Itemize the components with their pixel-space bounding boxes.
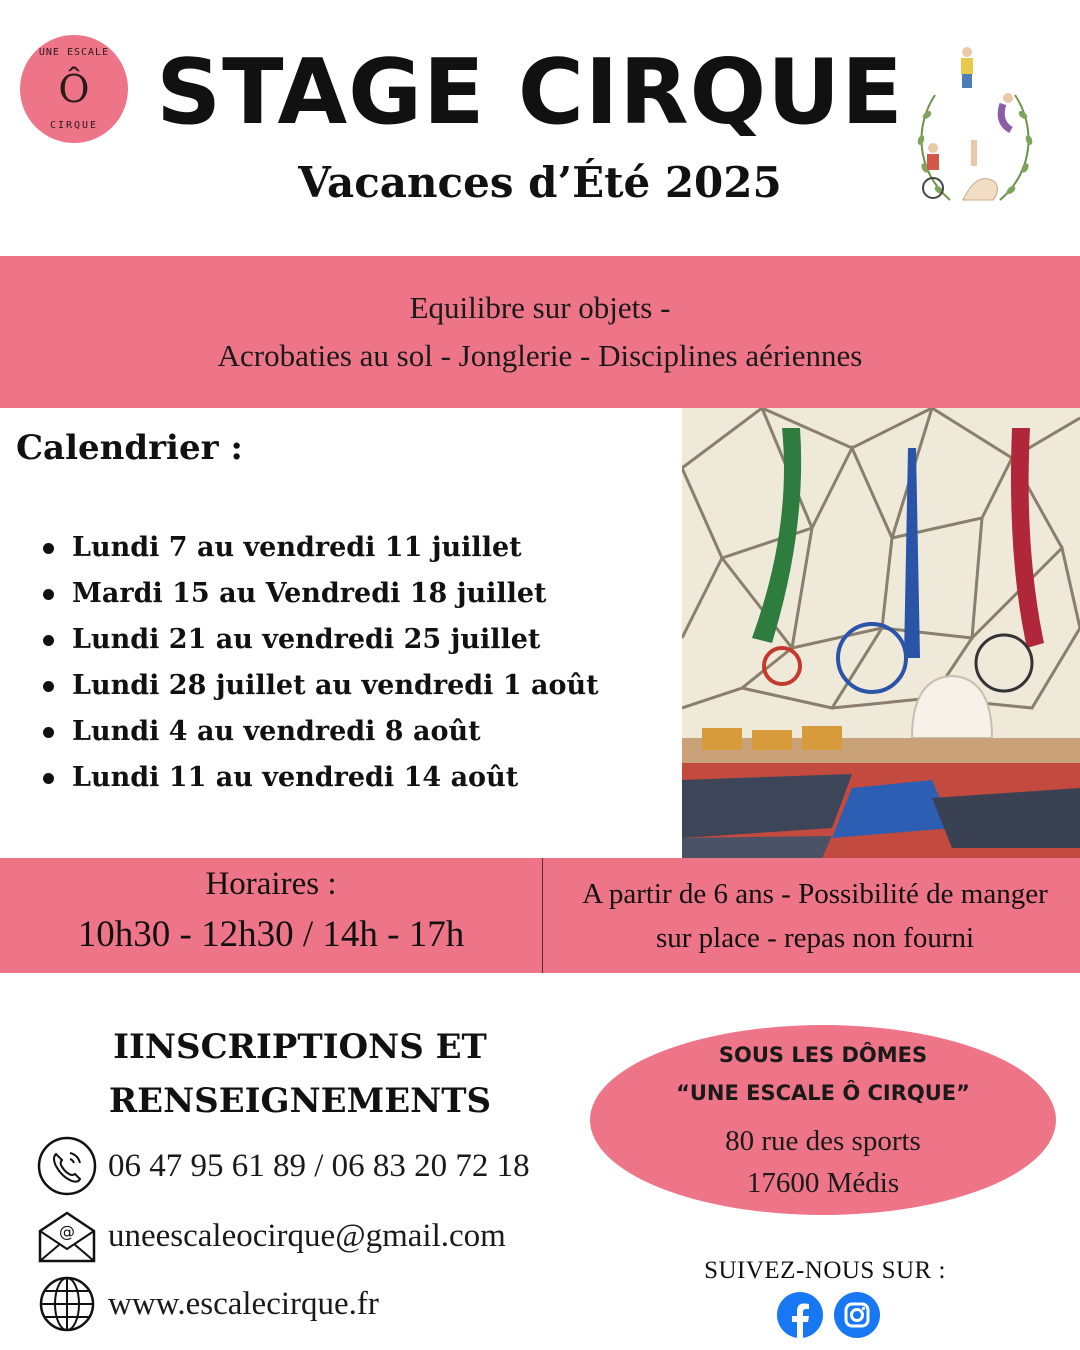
facebook-icon[interactable] xyxy=(777,1292,823,1338)
activities-band xyxy=(0,256,1080,408)
website-url[interactable]: www.escalecirque.fr xyxy=(108,1285,379,1322)
info-note-line-1: A partir de 6 ans - Possibilité de manger xyxy=(582,878,1048,910)
phone-numbers[interactable]: 06 47 95 61 89 / 06 83 20 72 18 xyxy=(108,1147,530,1184)
globe-icon xyxy=(36,1273,98,1335)
email-address[interactable]: uneescaleocirque@gmail.com xyxy=(108,1217,506,1254)
logo xyxy=(20,35,128,143)
hours-value: 10h30 - 12h30 / 14h - 17h xyxy=(77,914,465,955)
circus-dome-photo xyxy=(682,408,1080,858)
page-title: STAGE CIRQUE xyxy=(156,40,904,145)
venue-line-2: “UNE ESCALE Ô CIRQUE” xyxy=(676,1081,970,1105)
acrobats-illustration xyxy=(905,40,1045,215)
registration-heading-line-2: RENSEIGNEMENTS xyxy=(108,1081,492,1121)
calendar-item: Lundi 11 au vendredi 14 août xyxy=(40,755,599,801)
info-note-line-2: sur place - repas non fourni xyxy=(655,922,975,954)
activities-line-1: Equilibre sur objets - xyxy=(409,290,671,325)
page-subtitle: Vacances d’Été 2025 xyxy=(298,158,782,207)
phone-icon xyxy=(36,1135,98,1197)
logo-top-text: UNE ESCALE xyxy=(38,47,110,58)
activities-line-2: Acrobaties au sol - Jonglerie - Disciplines aériennes xyxy=(217,338,863,373)
registration-heading-line-1: IINSCRIPTIONS ET xyxy=(113,1027,487,1067)
calendar-item: Lundi 7 au vendredi 11 juillet xyxy=(40,525,599,571)
svg-text:@: @ xyxy=(59,1222,75,1241)
info-note xyxy=(550,872,1080,960)
registration-heading xyxy=(90,1020,510,1128)
info-divider xyxy=(542,858,543,973)
email-icon xyxy=(36,1205,98,1267)
instagram-icon[interactable] xyxy=(834,1292,880,1338)
logo-bottom-text: CIRQUE xyxy=(49,120,99,131)
calendar-item: Lundi 4 au vendredi 8 août xyxy=(40,709,599,755)
venue-oval xyxy=(590,1025,1056,1215)
email-row[interactable] xyxy=(36,1205,506,1267)
calendar-item: Lundi 21 au vendredi 25 juillet xyxy=(40,617,599,663)
logo-center-text: Ô xyxy=(58,67,90,111)
calendar-heading: Calendrier : xyxy=(16,428,243,468)
venue-address-street: 80 rue des sports xyxy=(725,1125,921,1157)
calendar-list xyxy=(40,525,599,801)
follow-us-label: SUIVEZ-NOUS SUR : xyxy=(704,1257,946,1284)
website-row[interactable] xyxy=(36,1273,379,1335)
venue-address-city: 17600 Médis xyxy=(746,1167,900,1199)
calendar-item: Mardi 15 au Vendredi 18 juillet xyxy=(40,571,599,617)
info-band xyxy=(0,858,1080,973)
calendar-item: Lundi 28 juillet au vendredi 1 août xyxy=(40,663,599,709)
phone-row[interactable] xyxy=(36,1135,530,1197)
hours-label: Horaires : xyxy=(205,866,337,902)
venue-line-1: SOUS LES DÔMES xyxy=(718,1043,928,1067)
